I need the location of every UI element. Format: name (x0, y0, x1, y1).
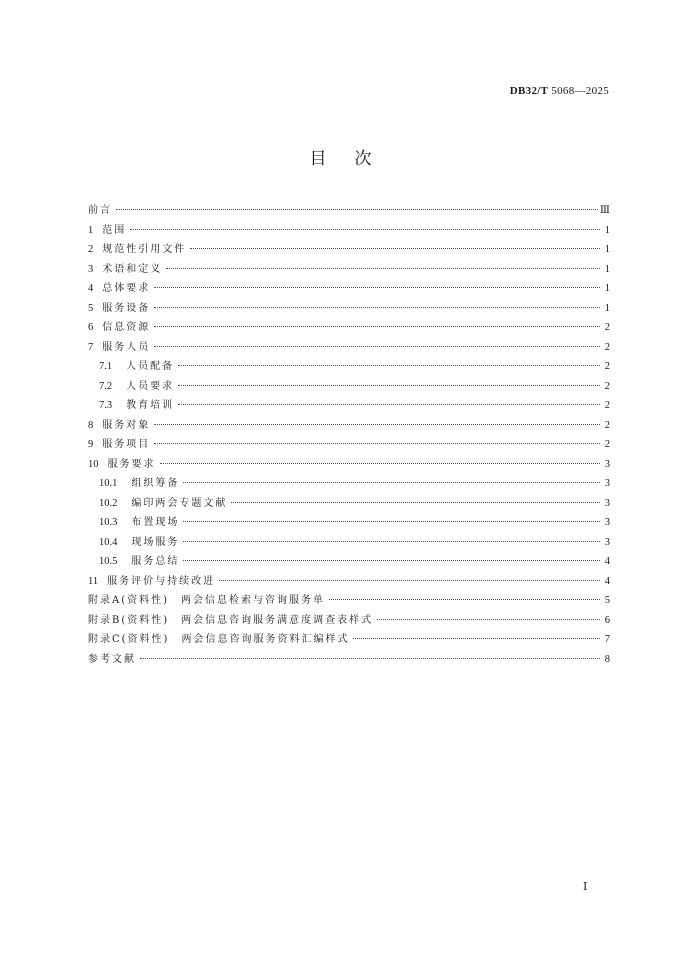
toc-entry-number: 8 (88, 419, 94, 431)
toc-entry-label: 附录C(资料性) 两会信息咨询服务资料汇编样式 (88, 634, 350, 645)
toc-entry[interactable] (88, 260, 610, 280)
toc-entry-label: 布置现场 (131, 517, 180, 528)
toc-entry-page: 2 (604, 400, 610, 411)
document-code-number: 5068—2025 (548, 85, 609, 97)
toc-entry[interactable] (88, 650, 610, 670)
toc-entry-page: 2 (604, 361, 610, 372)
toc-entry-number: 7 (88, 341, 94, 353)
toc-entry-page: 4 (604, 575, 610, 587)
toc-entry[interactable] (88, 201, 610, 221)
toc-entry[interactable] (88, 591, 610, 611)
toc-leader-dots (130, 229, 600, 230)
toc-entry[interactable] (88, 279, 610, 299)
toc-entry[interactable] (88, 240, 610, 260)
toc-entry-page: 3 (604, 517, 610, 528)
toc-leader-dots (183, 541, 600, 542)
toc-entry-label: 参考文献 (88, 653, 136, 665)
toc-entry-label: 信息资源 (102, 322, 151, 333)
toc-entry-label: 服务要求 (107, 458, 156, 470)
toc-entry-number: 9 (88, 439, 94, 450)
toc-entry-page: 2 (604, 439, 610, 450)
toc-entry-number: 7.3 (99, 400, 113, 411)
toc-entry-number: 10.2 (99, 497, 118, 509)
toc-entry-label: 范围 (102, 224, 127, 236)
toc-entry-label: 人员要求 (126, 380, 175, 392)
toc-leader-dots (183, 521, 600, 522)
toc-entry[interactable] (88, 396, 610, 416)
toc-entry-label: 附录A(资料性) 两会信息检索与咨询服务单 (88, 595, 326, 606)
toc-leader-dots (154, 326, 600, 327)
document-code-prefix: DB (509, 85, 526, 97)
toc-leader-dots (160, 463, 601, 464)
toc-leader-dots (154, 443, 600, 444)
toc-entry-number: 10.3 (99, 517, 118, 528)
toc-entry-number: 11 (88, 575, 99, 587)
document-code-main: 32/T (525, 85, 549, 97)
toc-entry[interactable] (88, 474, 610, 494)
toc-entry[interactable] (88, 572, 610, 592)
toc-entry-page: 7 (604, 634, 610, 645)
toc-entry[interactable] (88, 552, 610, 572)
toc-entry[interactable] (88, 221, 610, 241)
toc-entry-label: 组织筹备 (131, 478, 180, 489)
toc-entry[interactable] (88, 299, 610, 319)
table-of-contents (88, 201, 610, 669)
toc-entry-page: 2 (604, 380, 610, 392)
toc-leader-dots (183, 482, 600, 483)
toc-entry-page: 5 (604, 595, 610, 606)
toc-leader-dots (178, 365, 600, 366)
toc-entry-number: 2 (88, 244, 94, 255)
toc-entry-label: 服务评价与持续改进 (107, 575, 216, 587)
toc-leader-dots (190, 248, 600, 249)
toc-entry-number: 10.5 (99, 556, 118, 567)
document-code (510, 85, 609, 97)
toc-leader-dots (353, 638, 600, 639)
toc-entry-number: 6 (88, 322, 94, 333)
toc-entry-number: 3 (88, 263, 94, 275)
toc-entry[interactable] (88, 513, 610, 533)
toc-entry-label: 服务人员 (102, 341, 151, 353)
toc-entry[interactable] (88, 338, 610, 358)
toc-entry[interactable] (88, 494, 610, 514)
toc-entry[interactable] (88, 533, 610, 553)
toc-entry-page: 3 (604, 536, 610, 548)
toc-entry-page: 3 (604, 458, 610, 470)
toc-entry-label: 总体要求 (102, 283, 151, 294)
toc-entry[interactable] (88, 416, 610, 436)
toc-entry[interactable] (88, 435, 610, 455)
toc-leader-dots (329, 599, 600, 600)
toc-entry[interactable] (88, 630, 610, 650)
toc-entry-page: 4 (604, 556, 610, 567)
toc-entry-number: 1 (88, 224, 94, 236)
toc-entry-label: 教育培训 (126, 400, 175, 411)
toc-entry-page: 2 (604, 419, 610, 431)
toc-leader-dots (377, 619, 600, 620)
toc-entry-label: 人员配备 (126, 361, 175, 372)
toc-leader-dots (116, 209, 598, 210)
toc-entry[interactable] (88, 318, 610, 338)
toc-entry-page: 1 (604, 302, 610, 314)
toc-entry-number: 10.1 (99, 478, 118, 489)
toc-entry-page: 1 (604, 244, 610, 255)
toc-entry-page: 6 (604, 614, 610, 626)
toc-leader-dots (183, 560, 600, 561)
toc-entry-page: 3 (604, 497, 610, 509)
toc-leader-dots (166, 268, 600, 269)
toc-leader-dots (178, 385, 600, 386)
toc-entry-label: 术语和定义 (102, 263, 163, 275)
toc-leader-dots (231, 502, 600, 503)
toc-entry-page: 8 (604, 653, 610, 665)
toc-leader-dots (154, 346, 600, 347)
toc-entry-number: 5 (88, 302, 94, 314)
toc-entry-label: 现场服务 (131, 536, 180, 548)
toc-entry-number: 10 (88, 458, 99, 470)
toc-entry-label: 服务对象 (102, 419, 151, 431)
page-title: 目次 (309, 149, 400, 169)
toc-entry-label: 附录B(资料性) 两会信息咨询服务满意度调查表样式 (88, 614, 374, 626)
toc-entry[interactable] (88, 357, 610, 377)
toc-entry-number: 7.2 (99, 380, 113, 392)
toc-leader-dots (219, 580, 600, 581)
toc-entry-number: 10.4 (99, 536, 118, 548)
page-number: Ⅰ (583, 881, 588, 893)
toc-entry[interactable] (88, 377, 610, 397)
toc-entry-page: 1 (604, 283, 610, 294)
toc-leader-dots (178, 404, 600, 405)
toc-entry-label: 前言 (88, 205, 112, 216)
toc-entry-page: 2 (604, 322, 610, 333)
toc-leader-dots (154, 287, 600, 288)
toc-entry-page: 1 (604, 224, 610, 236)
toc-leader-dots (154, 424, 600, 425)
toc-entry-label: 服务项目 (102, 439, 151, 450)
toc-leader-dots (140, 658, 600, 659)
toc-entry-number: 7.1 (99, 361, 113, 372)
toc-entry-label: 服务设备 (102, 302, 151, 314)
toc-entry-label: 规范性引用文件 (102, 244, 187, 255)
toc-entry-page: 2 (604, 341, 610, 353)
toc-entry-page: Ⅲ (599, 205, 610, 216)
toc-entry-page: 1 (604, 263, 610, 275)
toc-entry[interactable] (88, 455, 610, 475)
toc-entry-label: 编印两会专题文献 (131, 497, 228, 509)
toc-entry-page: 3 (604, 478, 610, 489)
toc-entry-number: 4 (88, 283, 94, 294)
toc-entry[interactable] (88, 611, 610, 631)
toc-entry-label: 服务总结 (131, 556, 180, 567)
toc-leader-dots (154, 307, 600, 308)
